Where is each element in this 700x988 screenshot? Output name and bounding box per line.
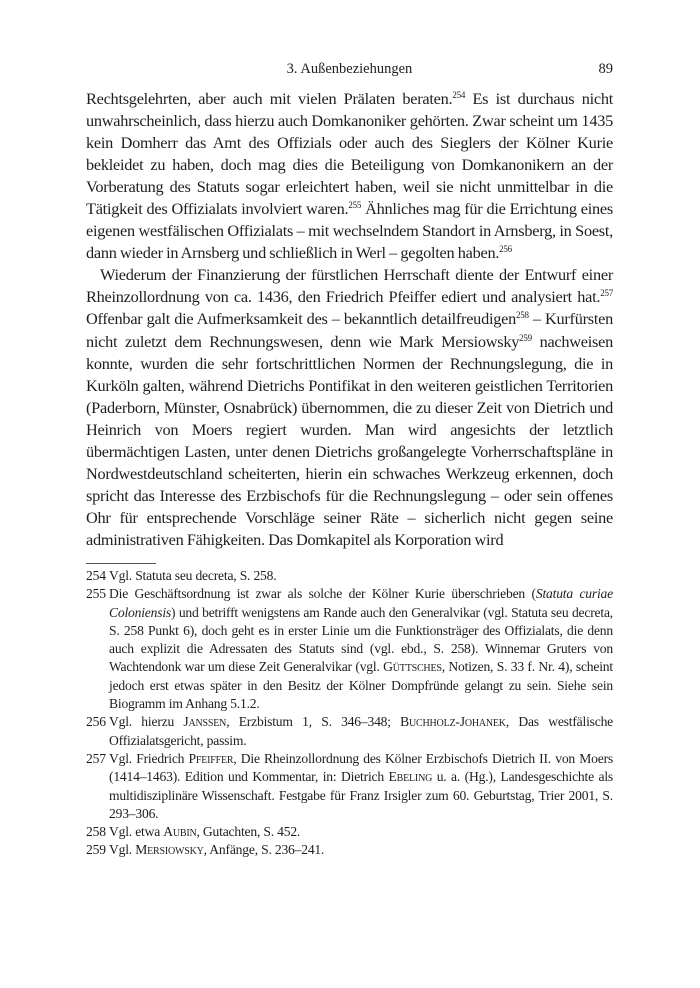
text-run: ) und betrifft wenigstens am Rande auch den Generalvikar (vgl. Statuta seu decreta, S. 258 Punkt 6), doch geht es in erster Linie um die Funktionsträger des Offizialats, die denn auch explizit die Adressaten des Statuts sind (vgl. ebd., S. 258). Winnemar Gruters von Wachtendonk war um diese Zeit Generalvikar (vgl. [109,604,613,675]
footnote-ref-254[interactable]: 254 [452,90,466,100]
text-run: , Notizen, S. 33 f. Nr. 4), scheint jedoch erst etwas später in den Besitz der Kölner Dompfründe gelangt zu sein. Siehe sein Biogramm im Anhang 5.1.2. [109,659,613,712]
text-run: , Anfänge, S. 236–241. [203,842,325,858]
footnote-separator [86,563,156,564]
text-run: , Das westfälische Offizialatsgericht, passim. [109,714,614,748]
text-run: Die Geschäftsordnung ist zwar als solche der Kölner Kurie überschrieben ( [109,586,536,602]
footnote-text [109,750,613,823]
author-name: Güttsches [383,659,442,675]
footnote-number: 255 [86,586,106,602]
footnote-257 [86,750,613,823]
footnote-number: 256 [86,714,106,730]
text-run: Offenbar galt die Aufmerksamkeit des – bekanntlich detailfreudigen [86,309,516,329]
footnote-ref-256[interactable]: 256 [499,244,512,255]
text-run: Vgl. Friedrich [109,750,189,766]
text-run: Wiederum der Finanzierung der fürstlichen Herrschaft diente der Entwurf einer Rheinzollordnung von ca. 1436, den Friedrich Pfeiffer ediert und analysiert hat. [86,265,613,307]
footnote-ref-255[interactable]: 255 [348,200,362,211]
author-name: Janssen [183,714,227,730]
text-run: , Erzbistum 1, S. 346–348; [226,714,401,730]
footnote-258 [86,823,613,841]
footnote-text [109,841,613,859]
footnote-number: 254 [86,567,106,583]
paragraph-1 [86,88,613,264]
footnote-text [109,713,613,750]
text-run: Ähnliches mag für die Errichtung eines eigenen westfälischen Offizialats – mit wechselndem Standort in Arnsberg, in Soest, dann wieder in Arnsberg und schließlich in Werl – gegolten haben. [86,199,613,263]
running-title: 3. Außenbeziehungen [286,61,413,77]
text-run: Es ist durchaus nicht unwahrscheinlich, dass hierzu auch Domkanoniker gehörten. Zwar scheint um 1435 kein Domherr das Amt des Offizials oder auch des Sieglers der Kölner Kurie bekleidet zu haben, doch mag dies die Beteiligung von Domkanonikern an der Vorberatung des Statuts sogar erleichtert haben, weil sie nicht unmittelbar in die Tätigkeit des Offizialats involviert waren. [86,89,613,219]
page-number: 89 [598,61,613,77]
footnote-text [109,585,613,713]
paragraph-2 [86,264,613,551]
running-header [86,59,613,81]
text-run: u. a. (Hg.), Landesgeschichte als multidisziplinäre Wissenschaft. Festgabe für Franz Irsigler zum 60. Geburtstag, Trier 2001, S. 293–306. [109,769,613,821]
text-run: Vgl. hierzu [109,714,184,730]
footnote-number: 258 [86,824,106,840]
text-run: – Kurfürsten nicht zuletzt dem Rechnungswesen, denn wie Mark Mersiowsky [86,309,613,351]
footnote-number: 259 [86,842,106,858]
footnote-259 [86,841,613,859]
footnote-255 [86,585,613,713]
author-name: Mersiowsky [135,842,204,858]
text-run: nachweisen konnte, wurden die sehr fortschrittlichen Normen der Rechnungslegung, die in Kurköln galten, während Dietrichs Pontifikat in den weiteren geistlichen Territorien (Paderborn, Münster, Osnabrück) übernommen, die zu dieser Zeit von Dietrich und Heinrich von Moers regiert wurden. Man wird angesichts der letztlich übermächtigen Lasten, unter denen Dietrichs großangelegte Vorherrschaftspläne in Nordwestdeutschland scheiterten, hierin ein schwaches Werkzeug erkennen, doch spricht das Interesse des Erzbischofs für die Rechnungslegung – oder sein offenes Ohr für entsprechende Vorschläge seiner Räte – sicherlich nicht gegen seine administrativen Fähigkeiten. Das Domkapitel als Korporation wird [86,331,614,549]
footnote-256 [86,713,613,750]
footnote-number: 257 [86,750,106,766]
text-run: Rechtsgelehrten, aber auch mit vielen Prälaten beraten. [86,89,453,108]
footnote-ref-257[interactable]: 257 [600,288,613,299]
text-run: , Die Rheinzollordnung des Kölner Erzbischofs Dietrich II. von Moers (1414–1463). Edition und Kommentar, in: Dietrich [109,750,613,785]
text-run: Vgl. etwa [109,824,164,840]
footnotes [86,567,613,860]
author-name: Pfeiffer [188,750,234,766]
text-run: Vgl. [109,842,136,858]
footnote-ref-259[interactable]: 259 [519,332,532,343]
footnote-text: Vgl. Statuta seu decreta, S. 258. [109,567,277,583]
italic-title: Statuta curiae Coloniensis [109,586,613,620]
footnote-text [109,823,613,841]
main-text [86,88,613,551]
footnote-254 [86,567,613,585]
text-run: , Gutachten, S. 452. [196,824,301,840]
footnote-ref-258[interactable]: 258 [516,310,529,321]
author-name: Aubin [163,824,197,840]
author-name: Buchholz-Johanek [400,714,506,730]
author-name: Ebeling [388,769,433,785]
